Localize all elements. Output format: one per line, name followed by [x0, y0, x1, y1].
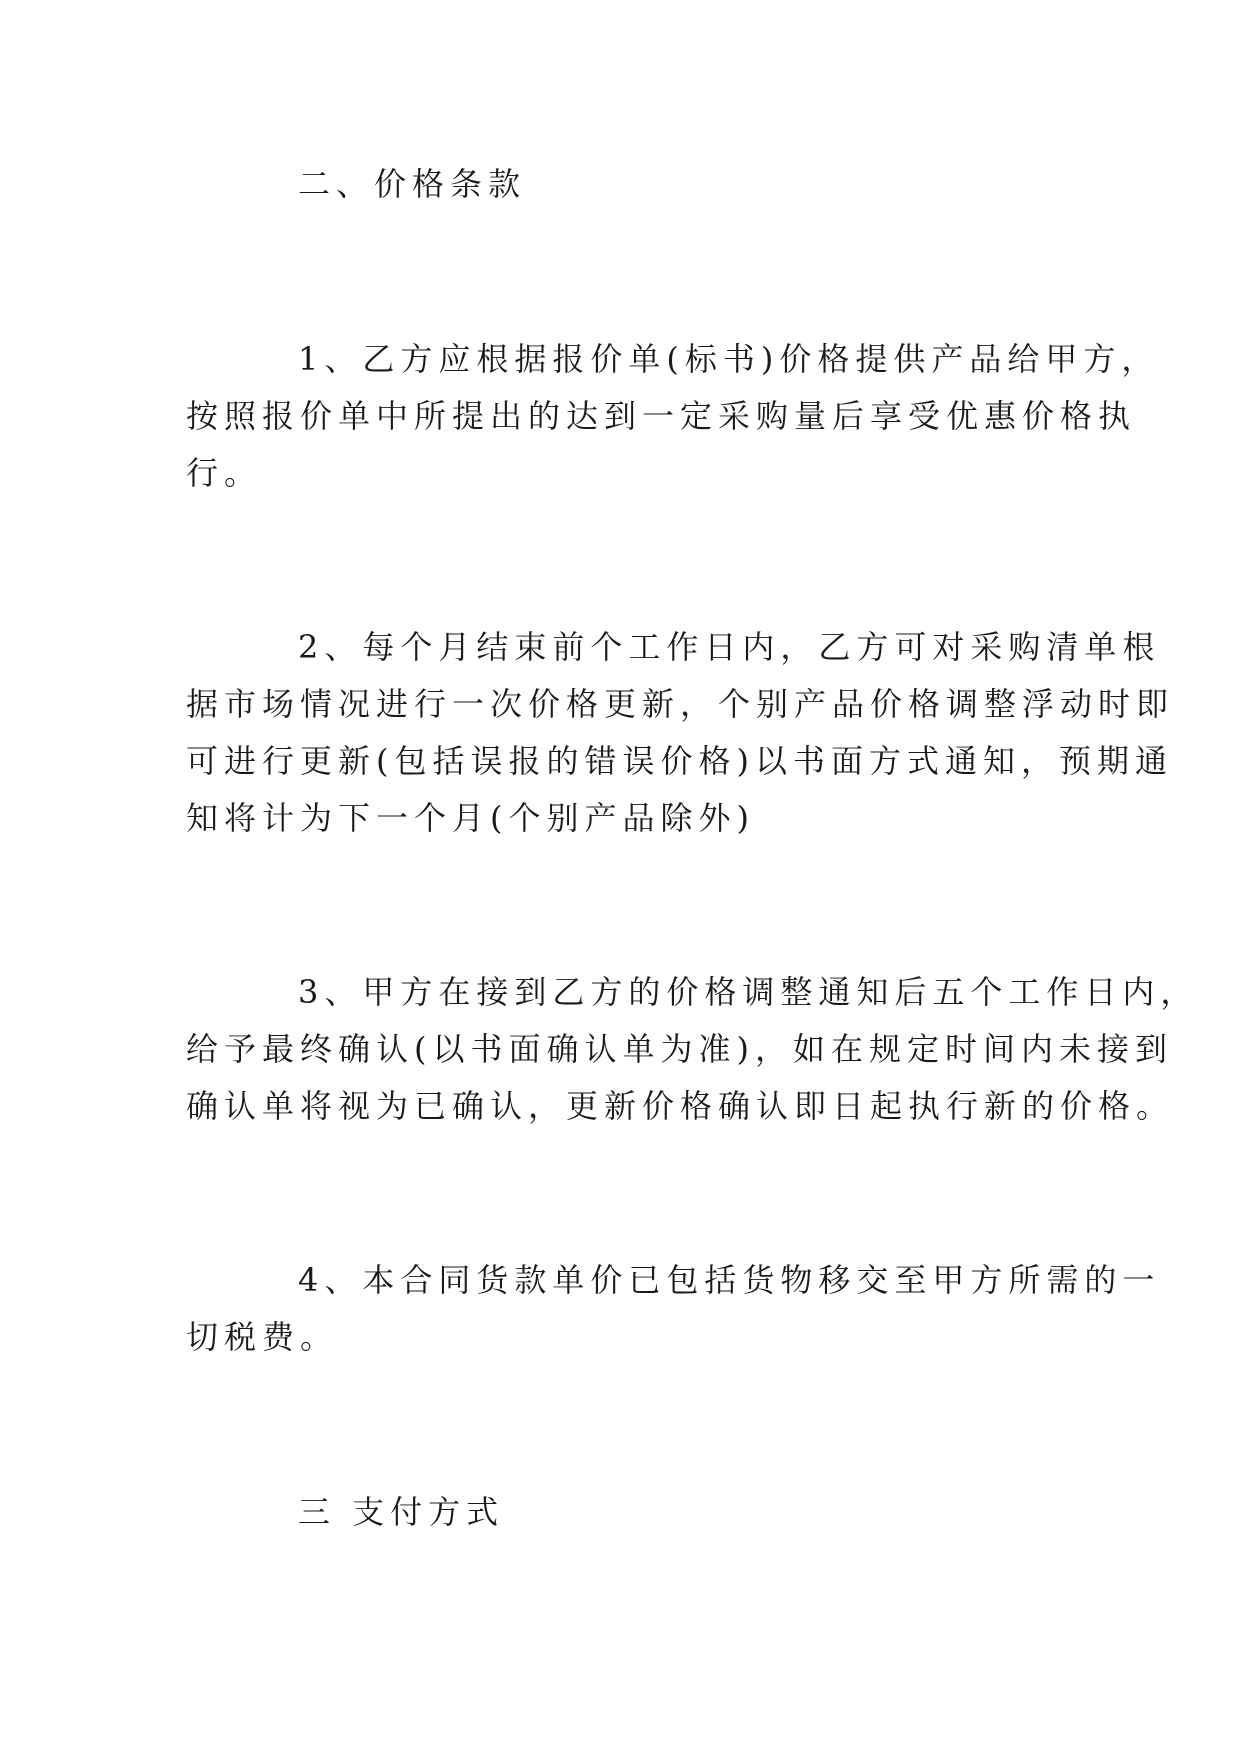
section-heading-price-terms: 二、价格条款	[298, 165, 527, 203]
clause-2-line-3: 可进行更新(包括误报的错误价格)以书面方式通知，预期通	[186, 742, 1173, 780]
clause-2-line-1: 2、每个月结束前个工作日内，乙方可对采购清单根	[298, 628, 1161, 666]
clause-3-line-3: 确认单将视为已确认，更新价格确认即日起执行新的价格。	[186, 1087, 1175, 1125]
clause-1-line-3: 行。	[186, 454, 263, 492]
clause-3-line-2: 给予最终确认(以书面确认单为准)，如在规定时间内未接到	[186, 1030, 1173, 1068]
clause-2-line-2: 据市场情况进行一次价格更新，个别产品价格调整浮动时即	[186, 685, 1175, 723]
clause-3-line-1: 3、甲方在接到乙方的价格调整通知后五个工作日内，	[298, 973, 1199, 1011]
section-heading-payment-method: 三 支付方式	[298, 1493, 505, 1531]
clause-1-line-2: 按照报价单中所提出的达到一定采购量后享受优惠价格执	[186, 397, 1137, 435]
clause-2-line-4: 知将计为下一个月(个别产品除外)	[186, 799, 755, 837]
clause-1-line-1: 1、乙方应根据报价单(标书)价格提供产品给甲方，	[298, 340, 1160, 378]
clause-4-line-1: 4、本合同货款单价已包括货物移交至甲方所需的一	[298, 1261, 1161, 1299]
clause-4-line-2: 切税费。	[186, 1318, 339, 1356]
